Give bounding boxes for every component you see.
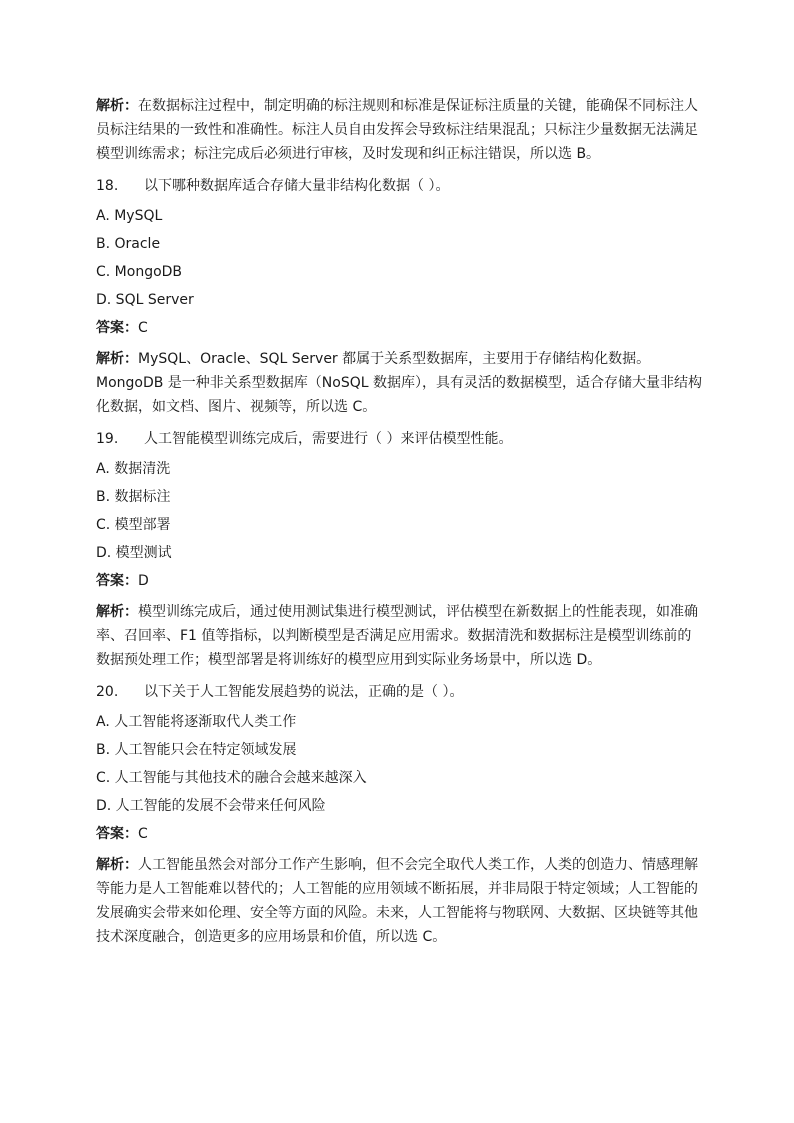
answer-19	[96, 571, 702, 591]
question-text: 以下哪种数据库适合存储大量非结构化数据（ ）。	[144, 178, 450, 194]
option-b: B. Oracle	[96, 236, 161, 252]
option-c: C. MongoDB	[96, 264, 183, 280]
answer-value: C	[138, 320, 148, 336]
option-d: D. 人工智能的发展不会带来任何风险	[96, 798, 326, 814]
option-a: A. 人工智能将逐渐取代人类工作	[96, 714, 297, 730]
answer-18	[96, 318, 702, 338]
option-b: B. 人工智能只会在特定领域发展	[96, 742, 297, 758]
explanation-19: 解析：模型训练完成后，通过使用测试集进行模型测试，评估模型在新数据上的性能表现，如准确率、召回率、F1 值等指标，以判断模型是否满足应用需求。数据清洗和数据标注是模型训练前的数据预处理工作；模型部署是将训练好的模型应用到实际业务场景中，所以选 D。	[96, 604, 698, 668]
question-text: 以下关于人工智能发展趋势的说法，正确的是（ ）。	[144, 684, 464, 700]
explanation-18: 解析：MySQL、Oracle、SQL Server 都属于关系型数据库，主要用于存储结构化数据。MongoDB 是一种非关系型数据库（NoSQL 数据库），具有灵活的数据模型，适合存储大量非结构化数据，如文档、图片、视频等，所以选 C。	[96, 351, 702, 415]
option-c: C. 人工智能与其他技术的融合会越来越深入	[96, 770, 367, 786]
question-18	[96, 174, 702, 198]
option-d: D. 模型测试	[96, 545, 172, 561]
question-number: 19.	[96, 431, 119, 447]
explanation-17: 解析：在数据标注过程中，制定明确的标注规则和标准是保证标注质量的关键，能确保不同标注人员标注结果的一致性和准确性。标注人员自由发挥会导致标注结果混乱；只标注少量数据无法满足模型训练需求；标注完成后必须进行审核，及时发现和纠正标注错误，所以选 B。	[96, 98, 698, 162]
question-number: 20.	[96, 684, 119, 700]
option-d: D. SQL Server	[96, 292, 194, 308]
option-a: A. MySQL	[96, 208, 163, 224]
option-a: A. 数据清洗	[96, 461, 171, 477]
answer-value: D	[138, 573, 149, 589]
question-text: 人工智能模型训练完成后，需要进行（ ）来评估模型性能。	[144, 431, 513, 447]
explanation-label: 解析：	[96, 604, 138, 620]
explanation-label: 解析：	[96, 98, 138, 114]
question-number: 18.	[96, 178, 119, 194]
answer-label: 答案：	[96, 573, 138, 589]
answer-value: C	[138, 826, 148, 842]
option-c: C. 模型部署	[96, 517, 171, 533]
explanation-label: 解析：	[96, 351, 138, 367]
answer-label: 答案：	[96, 826, 138, 842]
document-page	[96, 94, 702, 957]
explanation-label: 解析：	[96, 857, 138, 873]
explanation-20: 解析：人工智能虽然会对部分工作产生影响，但不会完全取代人类工作，人类的创造力、情感理解等能力是人工智能难以替代的；人工智能的应用领域不断拓展，并非局限于特定领域；人工智能的发展确实会带来如伦理、安全等方面的风险。未来，人工智能将与物联网、大数据、区块链等其他技术深度融合，创造更多的应用场景和价值，所以选 C。	[96, 857, 698, 945]
question-20	[96, 680, 702, 704]
answer-20	[96, 824, 702, 844]
answer-label: 答案：	[96, 320, 138, 336]
option-b: B. 数据标注	[96, 489, 171, 505]
question-19	[96, 427, 702, 451]
